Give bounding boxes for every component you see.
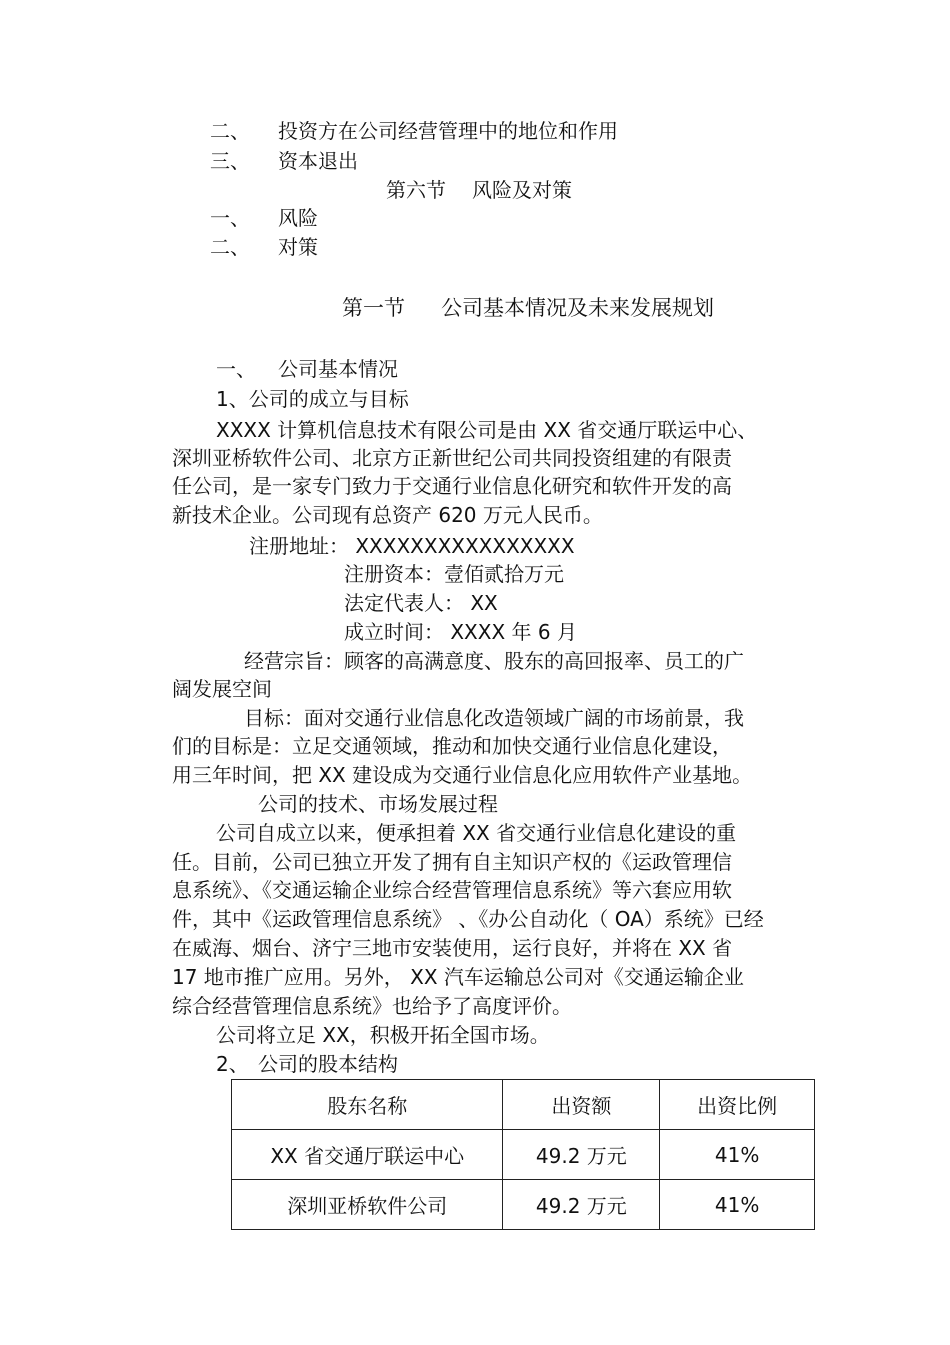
development-line: 息系统》、《交通运输企业综合经营管理信息系统》等六套应用软 <box>172 878 732 902</box>
toc-text: 资本退出 <box>278 149 358 173</box>
table-row <box>232 1130 815 1180</box>
development-line: 17 地市推广应用。另外， XX 汽车运输总公司对《交通运输企业 <box>172 965 744 989</box>
legal-representative: 法定代表人： XX <box>344 591 498 615</box>
table-header-cell: 出资额 <box>503 1080 660 1130</box>
toc-number: 三、 <box>210 149 250 173</box>
table-header-row <box>232 1080 815 1130</box>
subsection-number: 2、 <box>216 1052 249 1076</box>
toc-section-title: 风险及对策 <box>472 178 572 202</box>
section-title: 公司基本情况及未来发展规划 <box>441 296 714 320</box>
goal-line: 用三年时间，把 XX 建设成为交通行业信息化应用软件产业基地。 <box>172 763 753 787</box>
registered-capital: 注册资本：壹佰贰拾万元 <box>344 562 564 586</box>
subsection-heading: 1、公司的成立与目标 <box>216 387 409 411</box>
subsection-number: 一、 <box>216 357 256 381</box>
development-line: 在威海、烟台、济宁三地市安装使用，运行良好，并将在 XX 省 <box>172 936 733 960</box>
toc-section-heading <box>386 176 572 204</box>
table-cell: 49.2 万元 <box>503 1180 660 1230</box>
table-cell: 49.2 万元 <box>503 1130 660 1180</box>
subsection-title: 公司的股本结构 <box>258 1052 398 1076</box>
table-cell: 深圳亚桥软件公司 <box>232 1180 503 1230</box>
share-structure-table <box>231 1079 815 1230</box>
purpose-line: 阔发展空间 <box>172 677 272 701</box>
table-header-cell: 股东名称 <box>232 1080 503 1130</box>
section-number: 第一节 <box>342 296 405 320</box>
intro-line: 任公司，是一家专门致力于交通行业信息化研究和软件开发的高 <box>172 474 732 498</box>
establishment-date: 成立时间： XXXX 年 6 月 <box>344 620 577 644</box>
development-line: 任。目前，公司已独立开发了拥有自主知识产权的《运政管理信 <box>172 850 732 874</box>
development-line: 公司自成立以来，便承担着 XX 省交通行业信息化建设的重 <box>216 821 737 845</box>
goal-line: 目标：面对交通行业信息化改造领域广阔的市场前景，我 <box>244 706 744 730</box>
toc-number: 二、 <box>210 235 250 259</box>
table-row <box>232 1180 815 1230</box>
development-title: 公司的技术、市场发展过程 <box>258 792 498 816</box>
table-header-cell: 出资比例 <box>660 1080 815 1130</box>
goal-line: 们的目标是：立足交通领域，推动和加快交通行业信息化建设， <box>172 734 732 758</box>
intro-line: 深圳亚桥软件公司、北京方正新世纪公司共同投资组建的有限责 <box>172 446 732 470</box>
development-line: 综合经营管理信息系统》也给予了高度评价。 <box>172 994 572 1018</box>
toc-number: 一、 <box>210 206 250 230</box>
intro-line: XXXX 计算机信息技术有限公司是由 XX 省交通厅联运中心、 <box>216 418 758 442</box>
table-cell: XX 省交通厅联运中心 <box>232 1130 503 1180</box>
purpose-line: 经营宗旨：顾客的高满意度、股东的高回报率、员工的广 <box>244 649 744 673</box>
toc-section-number: 第六节 <box>386 178 446 202</box>
table-cell: 41% <box>660 1130 815 1180</box>
registered-address: 注册地址： XXXXXXXXXXXXXXXX <box>249 534 575 558</box>
table-cell: 41% <box>660 1180 815 1230</box>
subsection-title: 公司基本情况 <box>278 357 398 381</box>
toc-text: 对策 <box>278 235 318 259</box>
toc-number: 二、 <box>210 119 250 143</box>
section-heading <box>342 294 714 322</box>
market-line: 公司将立足 XX，积极开拓全国市场。 <box>216 1023 550 1047</box>
intro-line: 新技术企业。公司现有总资产 620 万元人民币。 <box>172 503 603 527</box>
toc-text: 风险 <box>278 206 318 230</box>
development-line: 件，其中《运政管理信息系统》 、《办公自动化（ OA）系统》已经 <box>172 907 764 931</box>
toc-text: 投资方在公司经营管理中的地位和作用 <box>278 119 618 143</box>
